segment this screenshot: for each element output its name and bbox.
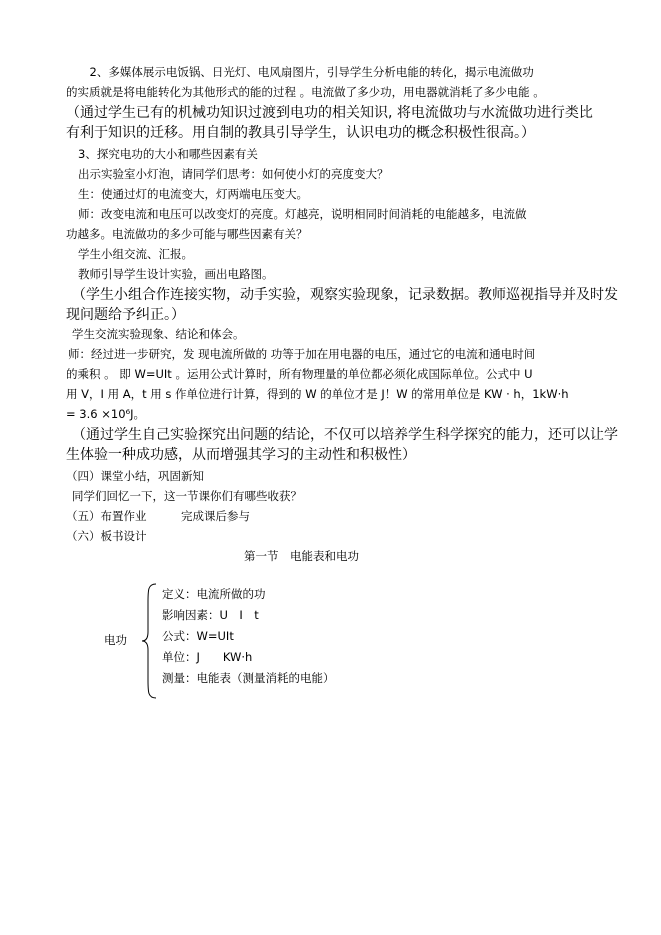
board-title: 第一节 电能表和电功 [244,549,359,563]
text-line: （通过学生自己实验探究出问题的结论，不仅可以培养学生科学探究的能力，还可以让学 [72,427,618,443]
text-line: = 3.6 ×10⁶J。 [66,407,146,421]
text-line: 的实质就是将电能转化为其他形式的能的过程 。电流做了多少功，用电器就消耗了多少电能 。 [66,85,545,99]
board-subject: 电功 [104,633,127,647]
board-item: 单位：J KW·h [162,650,253,664]
text-line: 功越多。电流做功的多少可能与哪些因素有关？ [66,227,308,241]
text-line: 用 V，I 用 A，t 用 s 作单位进行计算，得到的 W 的单位才是 J！W 的常用单位是 KW · h，1kW·h [66,387,569,401]
text-line: 生：使通过灯的电流变大，灯两端电压变大。 [78,187,308,201]
text-line: （通过学生已有的机械功知识过渡到电功的相关知识, 将电流做功与水流做功进行类比 [66,105,593,121]
text-line: 师：改变电流和电压可以改变灯的亮度。灯越亮，说明相同时间消耗的电能越多，电流做 [78,207,527,221]
board-item: 影响因素：U I t [162,608,259,622]
section-heading: （四）课堂小结，巩固新知 [66,469,204,483]
text-line: 教师引导学生设计实验，画出电路图。 [78,267,274,281]
text-line: 2、多媒体展示电饭锅、日光灯、电风扇图片，引导学生分析电能的转化，揭示电流做功 [78,65,534,79]
text-line: 师：经过进一步研究，发 现电流所做的 功等于加在用电器的电压，通过它的电流和通电时间 [68,347,536,361]
board-item: 公式：W=UIt [162,629,234,643]
text-line: 出示实验室小灯泡，请同学们思考：如何使小灯的亮度变大？ [78,167,389,181]
text-line: 有利于知识的迁移。用自制的教具引导学生，认识电功的概念积极性很高。） [66,125,535,141]
text-line: （学生小组合作连接实物，动手实验，观察实验现象，记录数据。教师巡视指导并及时发 [72,287,618,303]
text-line: 学生小组交流、汇报。 [78,247,193,261]
curly-brace-icon [140,582,158,700]
section-heading: 3、探究电功的大小和哪些因素有关 [78,147,258,161]
board-item: 定义：电流所做的功 [162,587,266,601]
board-item: 测量：电能表（测量消耗的电能） [162,671,335,685]
text-line: 现问题给予纠正。） [66,307,185,323]
section-heading: （六）板书设计 [66,529,147,543]
text-line: 生体验一种成功感，从而增强其学习的主动性和积极性） [66,447,416,463]
text-line: 的乘积 。 即 W=UIt 。运用公式计算时，所有物理量的单位都必须化成国际单位。公式中 U [66,367,533,381]
text-line: 同学们回忆一下，这一节课你们有哪些收获？ [72,489,302,503]
text-line: 学生交流实验现象、结论和体会。 [72,327,245,341]
section-heading: （五）布置作业 完成课后参与 [66,509,250,523]
